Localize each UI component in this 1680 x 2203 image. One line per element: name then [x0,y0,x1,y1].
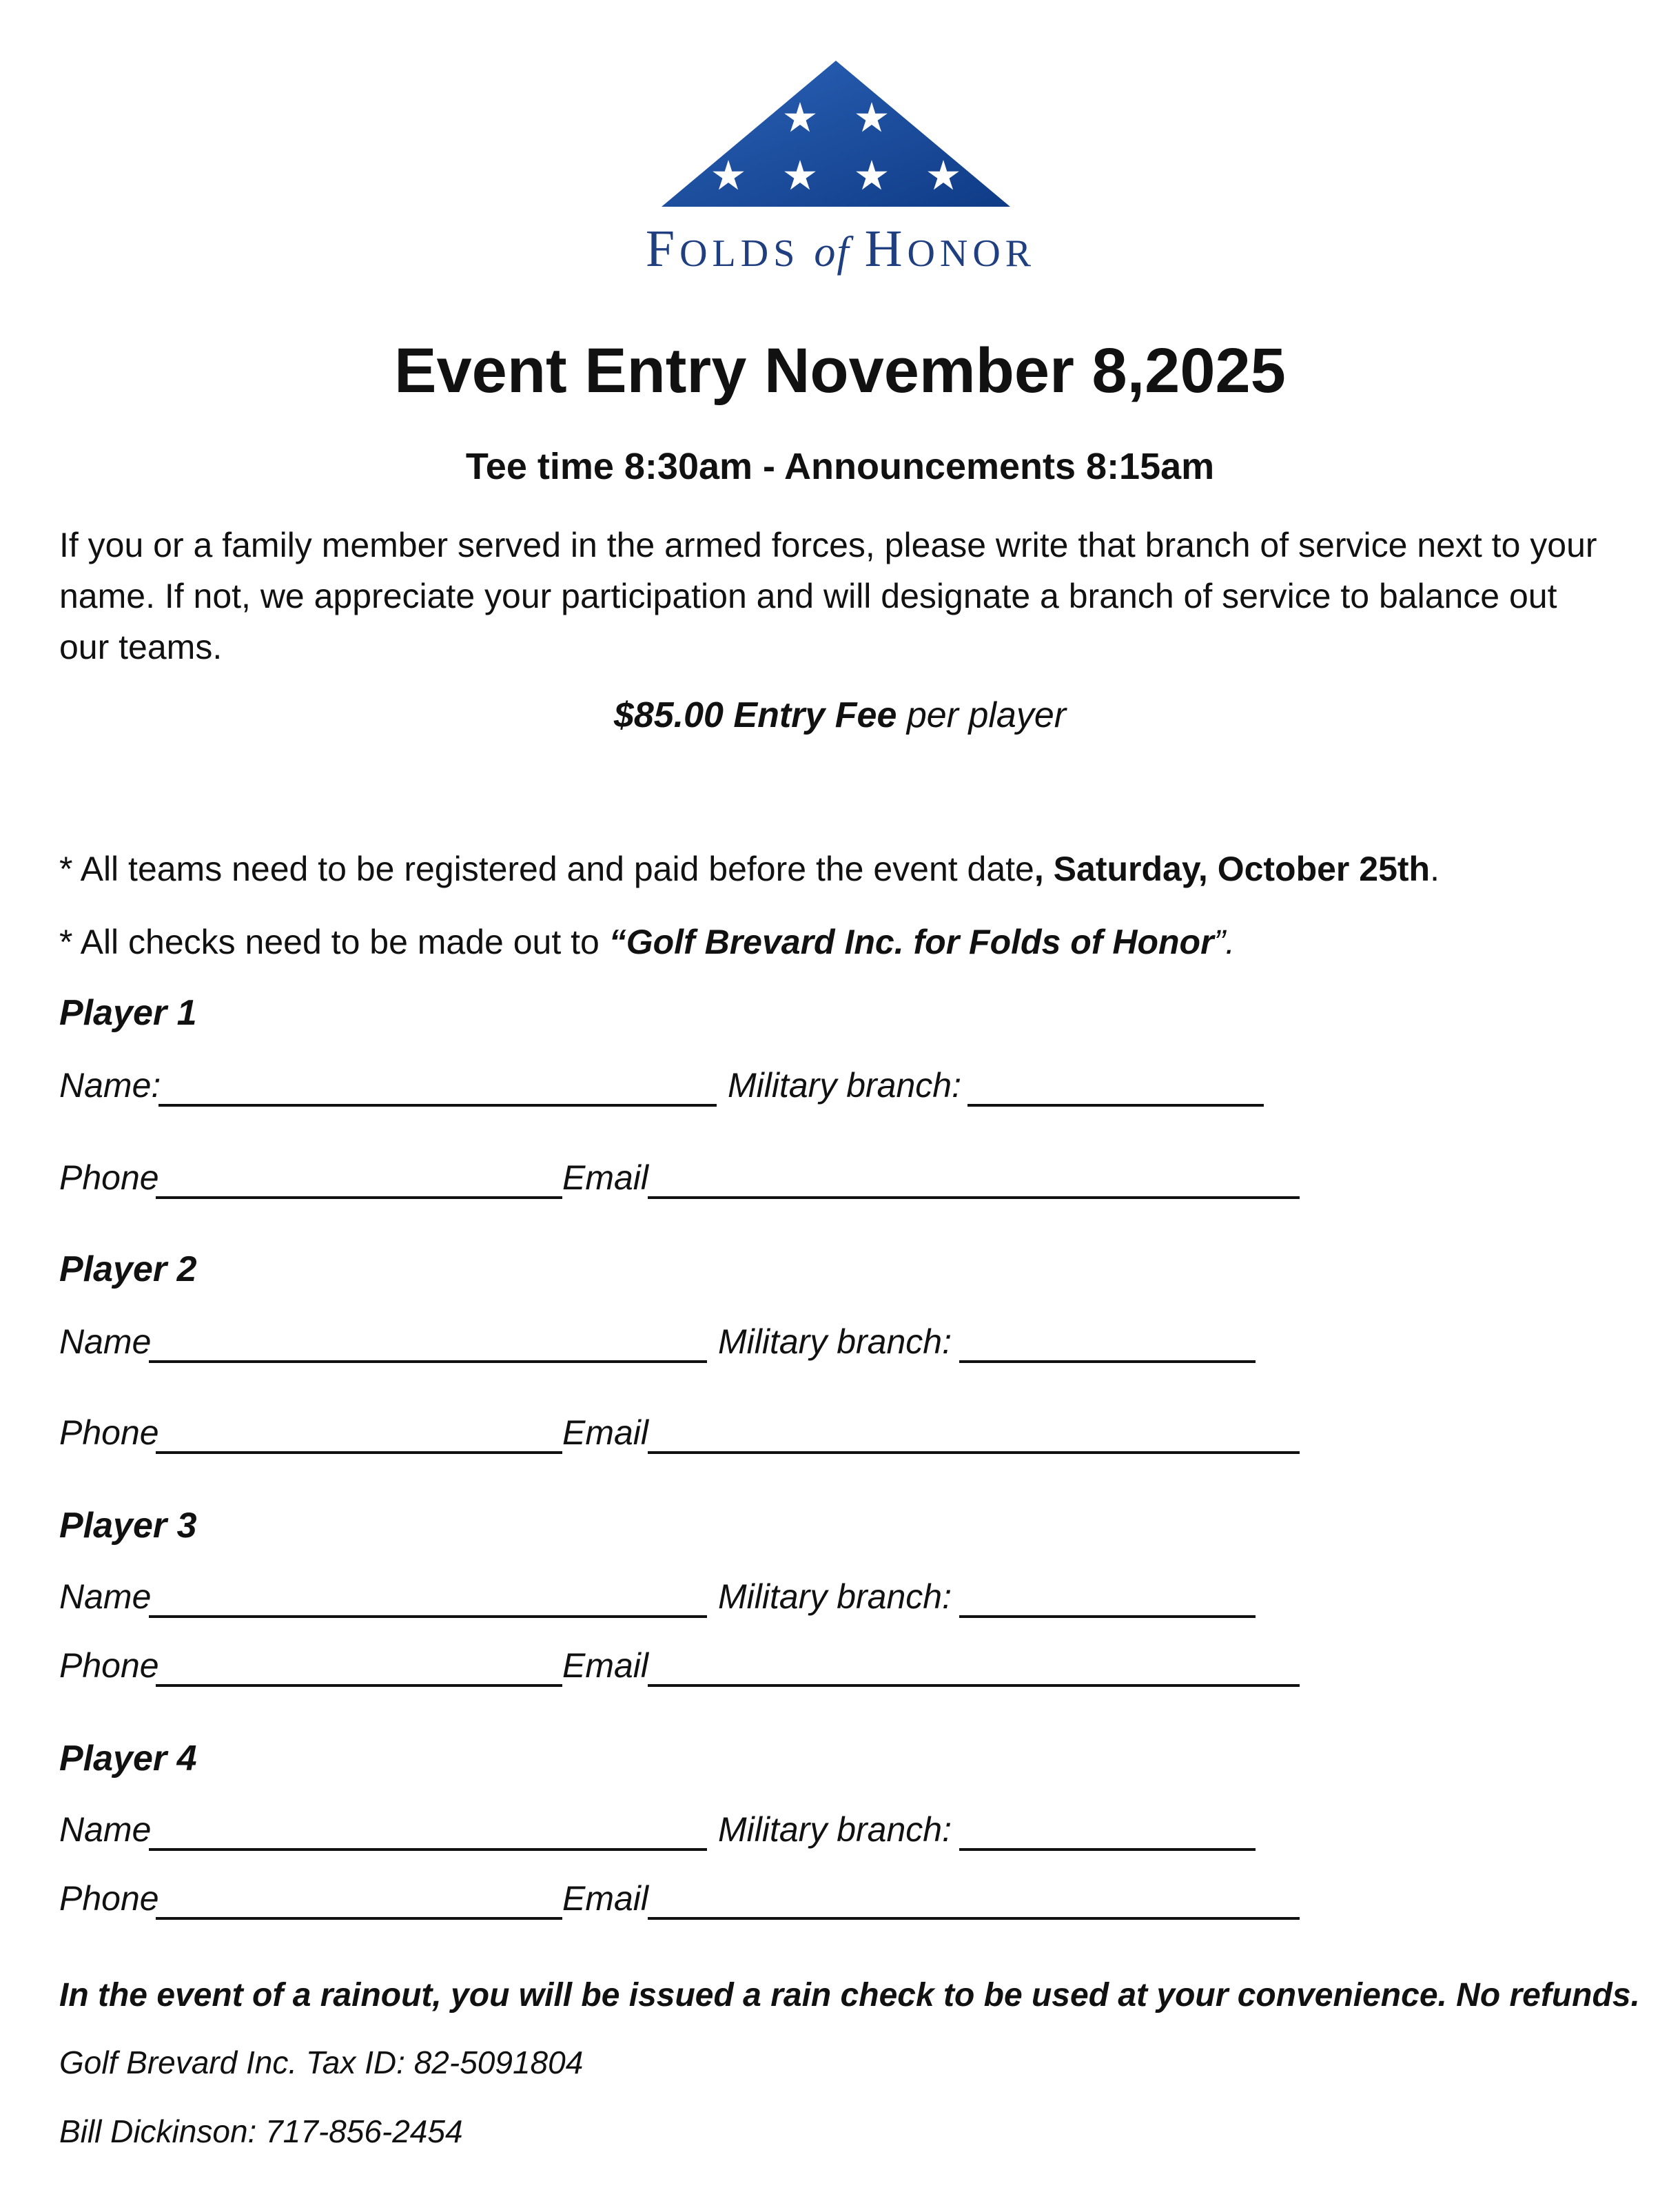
player-4-branch-field[interactable] [959,1848,1256,1851]
check-payee: “Golf Brevard Inc. for Folds of Honor [608,923,1214,961]
player-1-heading: Player 1 [59,993,197,1033]
player-4-name-field[interactable] [149,1848,707,1851]
player-2-email-label: Email [562,1413,649,1452]
page-title: Event Entry November 8,2025 [394,336,1286,406]
player-4-phone-field[interactable] [156,1917,562,1920]
player-1-phone-label: Phone [59,1158,159,1197]
player-2-name-label: Name [59,1322,152,1361]
rainout-policy: In the event of a rainout, you will be issued a rain check to be used at your convenience. No refunds. [59,1977,1640,2014]
registration-note-text: * All teams need to be registered and paid before the event date [59,850,1034,888]
logo-word-folds-initial: F [645,220,680,278]
entry-fee-suffix: per player [897,695,1067,735]
logo-word-honor-rest: ONOR [907,232,1036,275]
player-3-phone-field[interactable] [156,1684,562,1687]
tee-time-subtitle: Tee time 8:30am - Announcements 8:15am [465,446,1215,487]
registration-date: , Saturday, October 25th [1034,850,1431,888]
registration-deadline-note [59,849,1440,889]
check-note-end: ”. [1213,923,1236,961]
flag-triangle [662,61,1010,207]
player-1-branch-field[interactable] [967,1104,1264,1107]
player-2-heading: Player 2 [59,1249,197,1289]
player-4-branch-label: Military branch: [718,1810,952,1849]
player-1-phone-field[interactable] [156,1196,562,1199]
player-3-name-label: Name [59,1577,152,1616]
intro-paragraph [59,520,1644,673]
registration-note-end: . [1430,850,1440,888]
player-3-email-field[interactable] [648,1684,1300,1687]
player-3-phone-label: Phone [59,1646,159,1685]
player-2-phone-label: Phone [59,1413,159,1452]
player-3-name-field[interactable] [149,1615,707,1618]
contact-phone: Bill Dickinson: 717-856-2454 [59,2113,463,2149]
player-1-email-label: Email [562,1158,649,1197]
check-note-text: * All checks need to be made out to [59,923,609,961]
player-2-email-field[interactable] [648,1451,1300,1454]
player-4-email-field[interactable] [648,1917,1300,1920]
logo-word-folds-rest: OLDS [679,232,800,275]
player-2-branch-label: Military branch: [718,1322,952,1361]
intro-line: If you or a family member served in the armed forces, please write that branch of service next to your [59,526,1597,564]
logo-word-honor-initial: H [864,220,908,278]
player-4-heading: Player 4 [59,1739,197,1779]
player-4-email-label: Email [562,1879,649,1918]
entry-fee [0,695,1680,736]
player-2-phone-field[interactable] [156,1451,562,1454]
player-1-email-field[interactable] [648,1196,1300,1199]
player-3-email-label: Email [562,1646,649,1685]
player-1-name-field[interactable] [158,1104,717,1107]
entry-fee-amount: $85.00 Entry Fee [613,695,897,735]
organization-tax-id: Golf Brevard Inc. Tax ID: 82-5091804 [59,2045,584,2080]
logo-word-of: of [814,229,850,276]
intro-line: our teams. [59,628,223,666]
player-2-branch-field[interactable] [959,1360,1256,1363]
folds-of-honor-flag-logo [660,59,1012,209]
player-3-heading: Player 3 [59,1506,197,1546]
player-1-name-label: Name: [59,1066,161,1105]
player-3-branch-field[interactable] [959,1615,1256,1618]
check-payee-note [59,922,1235,962]
player-4-name-label: Name [59,1810,152,1849]
intro-line: name. If not, we appreciate your participation and will designate a branch of service to balance out [59,577,1557,615]
player-2-name-field[interactable] [149,1360,707,1363]
player-3-branch-label: Military branch: [718,1577,952,1616]
player-4-phone-label: Phone [59,1879,159,1918]
player-1-branch-label: Military branch: [728,1066,961,1105]
logo-wordmark [565,219,1116,279]
